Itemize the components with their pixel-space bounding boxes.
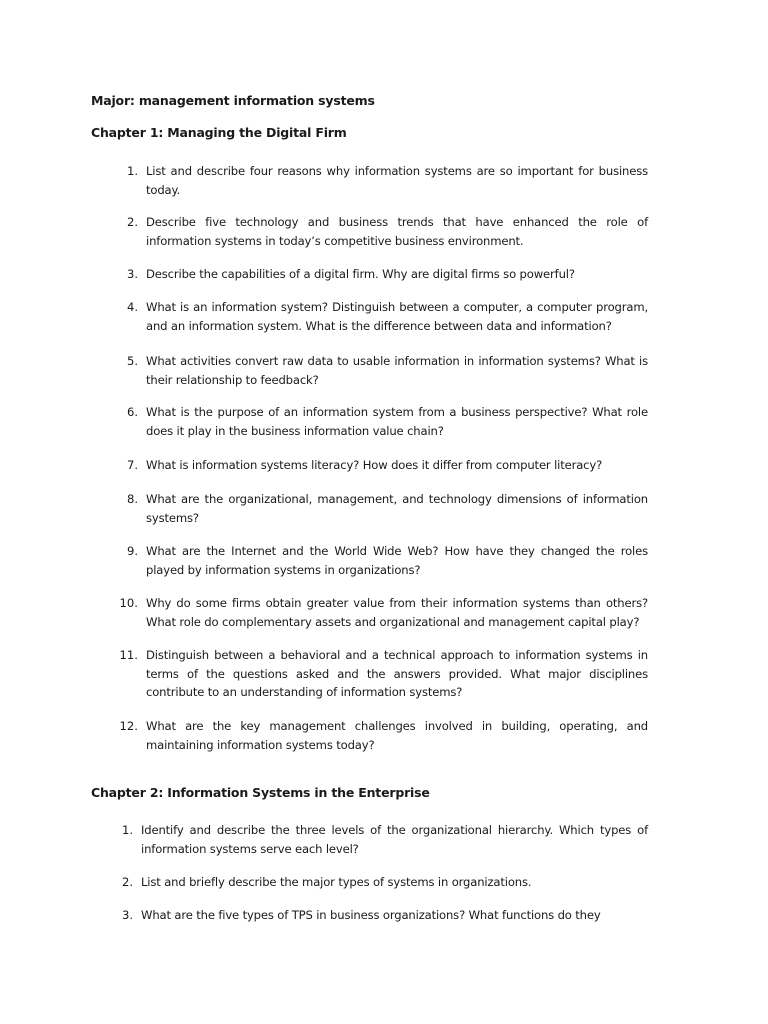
- question-text: Distinguish between a behavioral and a technical approach to information systems in terms of the questions asked and the answers provided. What major disciplines contribute to an understanding of information systems?: [146, 648, 648, 699]
- question-number: 1.: [121, 823, 133, 837]
- question-text: What are the Internet and the World Wide Web? How have they changed the roles played by information systems in organizations?: [146, 544, 648, 577]
- question-text: Describe five technology and business trends that have enhanced the role of information systems in today’s competitive business environment.: [146, 215, 648, 248]
- question-number: 1.: [126, 164, 138, 178]
- question-number: 10.: [119, 596, 138, 610]
- question-text: What is an information system? Distinguish between a computer, a computer program, and an information system. What is the difference between data and information?: [146, 300, 648, 333]
- question-number: 2.: [121, 875, 133, 889]
- question-text: List and briefly describe the major types of systems in organizations.: [141, 875, 532, 889]
- question-number: 6.: [126, 405, 138, 419]
- chapter-2-title: Chapter 2: Information Systems in the Enterprise: [91, 785, 430, 800]
- question-number: 2.: [126, 215, 138, 229]
- question-number: 9.: [126, 544, 138, 558]
- question-number: 12.: [119, 719, 138, 733]
- question-text: Identify and describe the three levels of the organizational hierarchy. Which types of information systems serve each level?: [141, 823, 648, 856]
- question-text: What are the key management challenges involved in building, operating, and maintaining information systems today?: [146, 719, 648, 752]
- question-number: 11.: [119, 648, 138, 662]
- question-text: What is the purpose of an information system from a business perspective? What role does it play in the business information value chain?: [146, 405, 648, 438]
- question-text: List and describe four reasons why information systems are so important for business today.: [146, 164, 648, 197]
- question-text: What are the organizational, management, and technology dimensions of information systems?: [146, 492, 648, 525]
- question-text: What is information systems literacy? How does it differ from computer literacy?: [146, 458, 603, 472]
- question-text: Why do some firms obtain greater value from their information systems than others? What role do complementary assets and organizational and management capital play?: [146, 596, 648, 629]
- question-text: What are the five types of TPS in business organizations? What functions do they: [141, 908, 601, 922]
- question-text: What activities convert raw data to usable information in information systems? What is their relationship to feedback?: [146, 354, 648, 387]
- question-number: 5.: [126, 354, 138, 368]
- question-text: Describe the capabilities of a digital firm. Why are digital firms so powerful?: [146, 267, 575, 281]
- question-number: 3.: [126, 267, 138, 281]
- question-number: 8.: [126, 492, 138, 506]
- question-number: 3.: [121, 908, 133, 922]
- question-number: 7.: [126, 458, 138, 472]
- chapter-1-title: Chapter 1: Managing the Digital Firm: [91, 125, 347, 140]
- major-heading: Major: management information systems: [91, 93, 375, 108]
- question-number: 4.: [126, 300, 138, 314]
